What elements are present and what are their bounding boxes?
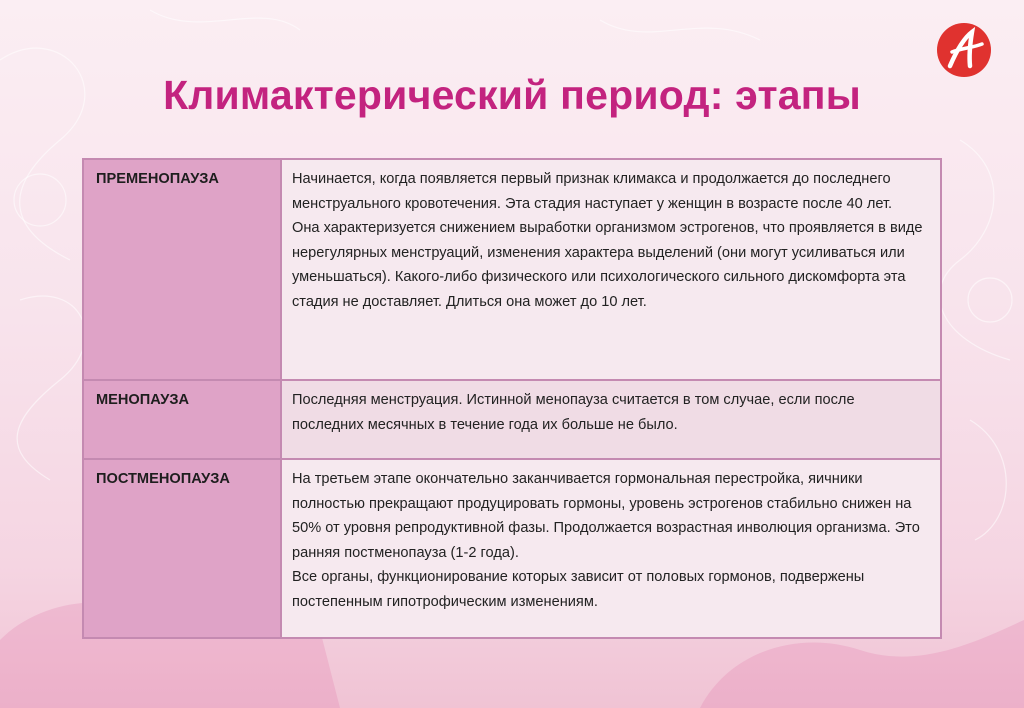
stage-description-paragraph: Все органы, функционирование которых зависит от половых гормонов, подвержены постепенным гипотрофическим изменениям.	[292, 569, 865, 610]
stage-name-cell: МЕНОПАУЗА	[83, 380, 281, 459]
slide-title: Климактерический период: этапы	[163, 72, 861, 118]
stage-name-cell: ПРЕМЕНОПАУЗА	[83, 159, 281, 380]
stage-description-cell	[281, 380, 941, 459]
brand-logo	[936, 22, 992, 78]
stages-table	[82, 158, 942, 639]
table-row	[83, 380, 941, 459]
stage-description-cell	[281, 159, 941, 380]
stage-description-paragraph: Она характеризуется снижением выработки организмом эстрогенов, что проявляется в виде нерегулярных менструаций, изменения характера выделений (они могут усиливаться или уменьшаться). Какого-либо физического или психологического сильного дискомфорта эта стадия не доставляет. Длиться она может до 10 лет.	[292, 220, 923, 310]
stage-name-cell: ПОСТМЕНОПАУЗА	[83, 459, 281, 638]
stage-description-paragraph: Последняя менструация. Истинной менопауза считается в том случае, если после последних месячных в течение года их больше не было.	[292, 392, 855, 433]
stage-description-paragraph: На третьем этапе окончательно заканчивается гормональная перестройка, яичники полностью прекращают продуцировать гормоны, уровень эстрогенов стабильно снижен на 50% от уровня репродуктивной фазы. Продолжается возрастная инволюция организма. Это ранняя постменопауза (1-2 года).	[292, 471, 920, 561]
stage-description-paragraph: Начинается, когда появляется первый признак климакса и продолжается до последнего менструального кровотечения. Эта стадия наступает у женщин в возрасте после 40 лет.	[292, 171, 893, 212]
stage-description-cell	[281, 459, 941, 638]
stylized-a-logo-icon	[936, 22, 992, 78]
table-row	[83, 459, 941, 638]
table-row	[83, 159, 941, 380]
